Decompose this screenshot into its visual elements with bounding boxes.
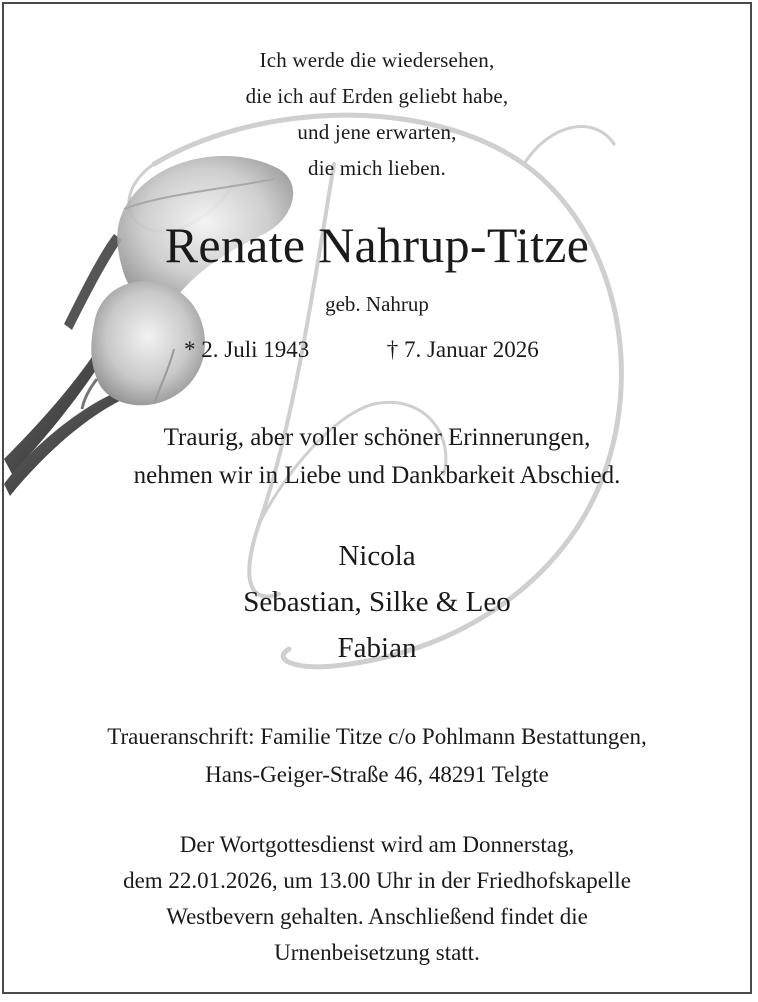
farewell-message-line: Traurig, aber voller schöner Erinnerungen, [163,424,591,451]
family-member: Nicola [338,540,416,572]
mourning-address-line: Traueranschrift: Familie Titze c/o Pohlmann Bestattungen, [107,724,647,749]
service-info-line: Der Wortgottesdienst wird am Donnerstag, [179,832,575,857]
mourning-address-line: Hans-Geiger-Straße 46, 48291 Telgte [205,762,549,787]
family-member: Fabian [337,632,417,664]
family-member: Sebastian, Silke & Leo [243,586,511,618]
verse-line: und jene erwarten, [297,120,457,144]
maiden-name: geb. Nahrup [325,292,429,316]
death-date: † 7. Januar 2026 [386,337,539,362]
deceased-name: Renate Nahrup-Titze [164,217,590,273]
birth-date: * 2. Juli 1943 [184,337,310,362]
service-info-line: Urnenbeisetzung statt. [274,940,480,965]
verse-line: Ich werde die wiedersehen, [259,48,495,72]
verse-line: die mich lieben. [308,156,446,180]
verse-line: die ich auf Erden geliebt habe, [245,84,509,108]
service-info-line: dem 22.01.2026, um 13.00 Uhr in der Friedhofskapelle [123,868,631,893]
obituary-notice [2,2,752,994]
farewell-message-line: nehmen wir in Liebe und Dankbarkeit Abschied. [133,462,621,489]
service-info-line: Westbevern gehalten. Anschließend findet die [166,904,588,929]
life-dates [184,337,539,363]
